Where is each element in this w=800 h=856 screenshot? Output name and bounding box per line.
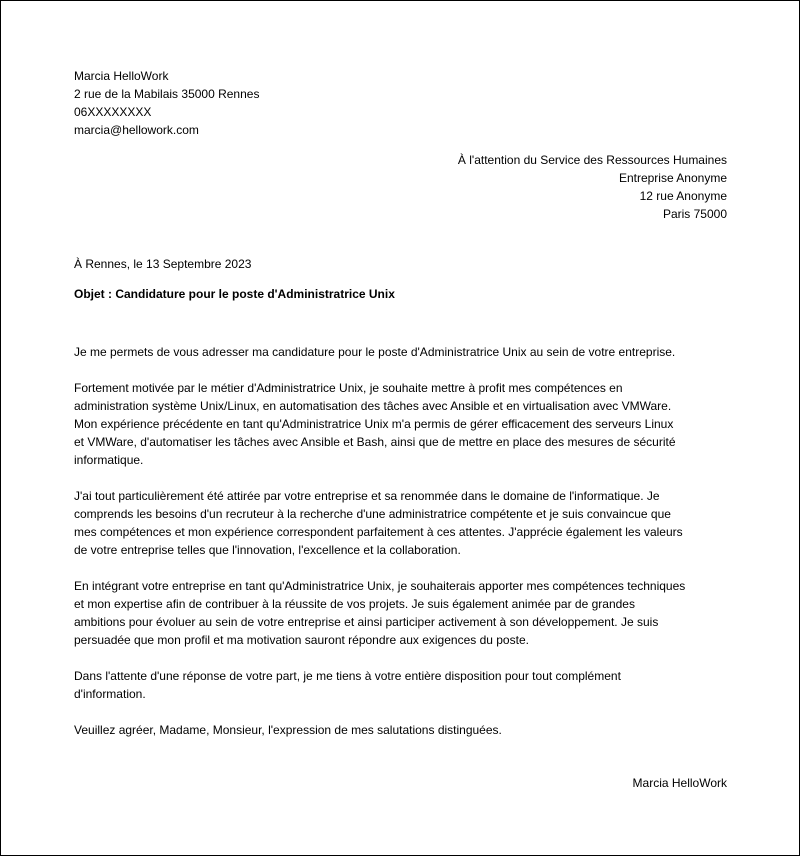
recipient-street: 12 rue Anonyme [639, 189, 727, 203]
body-line: Veuillez agréer, Madame, Monsieur, l'expression de mes salutations distinguées. [74, 723, 502, 737]
sender-name: Marcia HelloWork [74, 69, 169, 83]
paragraph-company [74, 487, 727, 559]
letter-date: À Rennes, le 13 Septembre 2023 [74, 257, 252, 271]
body-line: et mon expertise afin de contribuer à la réussite de vos projets. Je suis également animée par de grandes [74, 597, 635, 611]
recipient-attention: À l'attention du Service des Ressources Humaines [457, 153, 727, 167]
body-line: J'ai tout particulièrement été attirée par votre entreprise et sa renommée dans le domaine de l'informatique. Je [74, 489, 660, 503]
body-line: persuadée que mon profil et ma motivation sauront répondre aux exigences du poste. [74, 633, 529, 647]
paragraph-closing [74, 721, 727, 739]
body-line: et VMWare, d'automatiser les tâches avec Ansible et Bash, ainsi que de mettre en place des mesures de sécurité [74, 435, 676, 449]
body-line: Fortement motivée par le métier d'Administratrice Unix, je souhaite mettre à profit mes compétences en [74, 381, 623, 395]
paragraph-intro [74, 343, 727, 361]
paragraph-availability [74, 667, 727, 703]
body-line: d'information. [74, 687, 146, 701]
paragraph-contribution [74, 577, 727, 649]
body-line: Mon expérience précédente en tant qu'Administratrice Unix m'a permis de gérer efficacement des serveurs Linux [74, 417, 674, 431]
sender-address: 2 rue de la Mabilais 35000 Rennes [74, 87, 260, 101]
sender-block [74, 67, 727, 139]
letter-body [74, 343, 727, 757]
body-line: Je me permets de vous adresser ma candidature pour le poste d'Administratrice Unix au sein de votre entreprise. [74, 345, 676, 359]
body-line: ambitions pour évoluer au sein de votre entreprise et ainsi participer activement à son développement. Je suis [74, 615, 659, 629]
body-line: En intégrant votre entreprise en tant qu'Administratrice Unix, je souhaiterais apporter mes compétences techniques [74, 579, 686, 593]
sender-phone: 06XXXXXXXX [74, 105, 152, 119]
recipient-city: Paris 75000 [662, 207, 727, 221]
sender-email: marcia@hellowork.com [74, 123, 199, 137]
body-line: Dans l'attente d'une réponse de votre part, je me tiens à votre entière disposition pour tout complément [74, 669, 621, 683]
recipient-block [74, 151, 727, 223]
body-line: mes compétences et mon expérience correspondent parfaitement à ces attentes. J'apprécie également les valeurs [74, 525, 683, 539]
recipient-company: Entreprise Anonyme [618, 171, 727, 185]
body-line: comprends les besoins d'un recruteur à la recherche d'une administratrice compétente et je suis convaincue que [74, 507, 671, 521]
body-line: administration système Unix/Linux, en automatisation des tâches avec Ansible et en virtualisation avec VMWare. [74, 399, 672, 413]
paragraph-motivation [74, 379, 727, 469]
letter-signature: Marcia HelloWork [632, 776, 727, 790]
body-line: de votre entreprise telles que l'innovation, l'excellence et la collaboration. [74, 543, 461, 557]
body-line: informatique. [74, 453, 144, 467]
letter-subject: Objet : Candidature pour le poste d'Administratrice Unix [74, 287, 395, 301]
